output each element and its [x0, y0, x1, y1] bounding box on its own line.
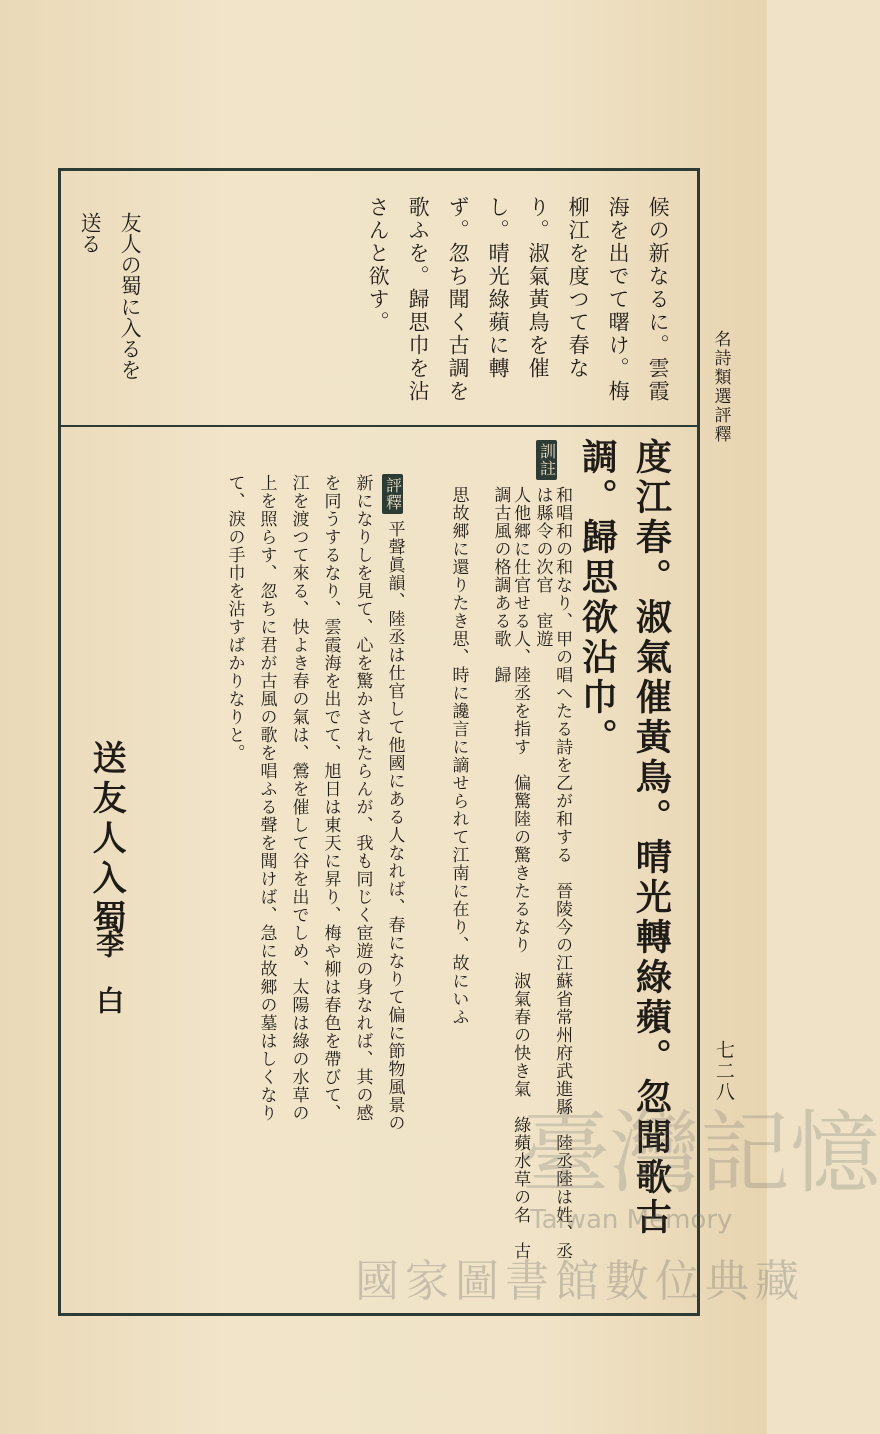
translation-line: し。晴光綠蘋に轉 — [486, 196, 511, 380]
commentary-block — [382, 474, 403, 514]
next-poem-author: 李 白 — [92, 930, 126, 1014]
gloss-block — [536, 440, 557, 480]
next-poem-title: 送友人入蜀 — [86, 740, 127, 940]
gloss-label: 訓註 — [536, 440, 556, 480]
translation-line: 歌ふを。歸思巾を沾 — [406, 196, 431, 403]
section-divider — [58, 425, 700, 427]
translation-line: さんと欲す。 — [366, 196, 391, 334]
commentary-line: 平聲眞韻、陸丞は仕官して他國にある人なれば、春になりて偏に節物風景の — [384, 520, 405, 1132]
poem-line: 調。歸思欲沾巾。 — [576, 438, 619, 758]
translation-line: り。淑氣黃鳥を催 — [526, 196, 551, 380]
watermark-english: Taiwan Memory — [530, 1205, 733, 1235]
watermark-text: 國家圖書館數位典藏 — [355, 1256, 805, 1307]
translation-line: ず。忽ち聞く古調を — [446, 196, 471, 403]
gloss-line: 人他郷に仕官せる人、陸丞を指す 偏驚陸の驚きたるなり 淑氣春の快き氣 綠蘋水草の名 古調古風の格調ある歌 歸 — [490, 486, 531, 1260]
commentary-label: 評釋 — [382, 474, 402, 514]
commentary-line: て、淚の手巾を沾すばかりなりと。 — [224, 474, 245, 762]
commentary-line: 上を照らす、忽ちに君が古風の歌を唱ふる聲を聞けば、急に故郷の墓はしくなり — [256, 474, 277, 1122]
commentary-line: 江を渡つて來る、快よき春の氣は、鶯を催して谷を出でしめ、太陽は綠の水草の — [288, 474, 309, 1122]
gloss-line: 和唱和の和なり、甲の唱へたる詩を乙が和する 晉陵今の江蘇省常州府武進縣 陸丞陸は姓、丞は縣令の次官 宦遊 — [532, 486, 573, 1260]
watermark-logo: 臺灣記憶 — [520, 1101, 880, 1206]
translation-line: 候の新なるに。雲霞 — [646, 196, 671, 403]
translation-line: 柳江を度つて春な — [566, 196, 591, 380]
running-title: 名詩類選評釋 — [710, 330, 731, 444]
next-poem-title-reading: 友人の蜀に入るを — [118, 212, 143, 380]
commentary-line: 新になりしを見て、心を驚かされたらんが、我も同じく宦遊の身なれば、其の感 — [352, 474, 373, 1122]
translation-line: 海を出でて曙け。梅 — [606, 196, 631, 403]
next-poem-title-reading: 送る — [78, 212, 103, 254]
gloss-line: 思故郷に還りたき思、時に讒言に謫せられて江南に在り、故にいふ — [448, 486, 469, 1026]
commentary-line: を同うするなり、雲霞海を出でて、旭日は東天に昇り、梅や柳は春色を帶びて、 — [320, 474, 341, 1122]
poem-line: 度江春。淑氣催黃鳥。晴光轉綠蘋。忽聞歌古 — [630, 438, 673, 1238]
page-number: 七二八 — [712, 1040, 735, 1103]
